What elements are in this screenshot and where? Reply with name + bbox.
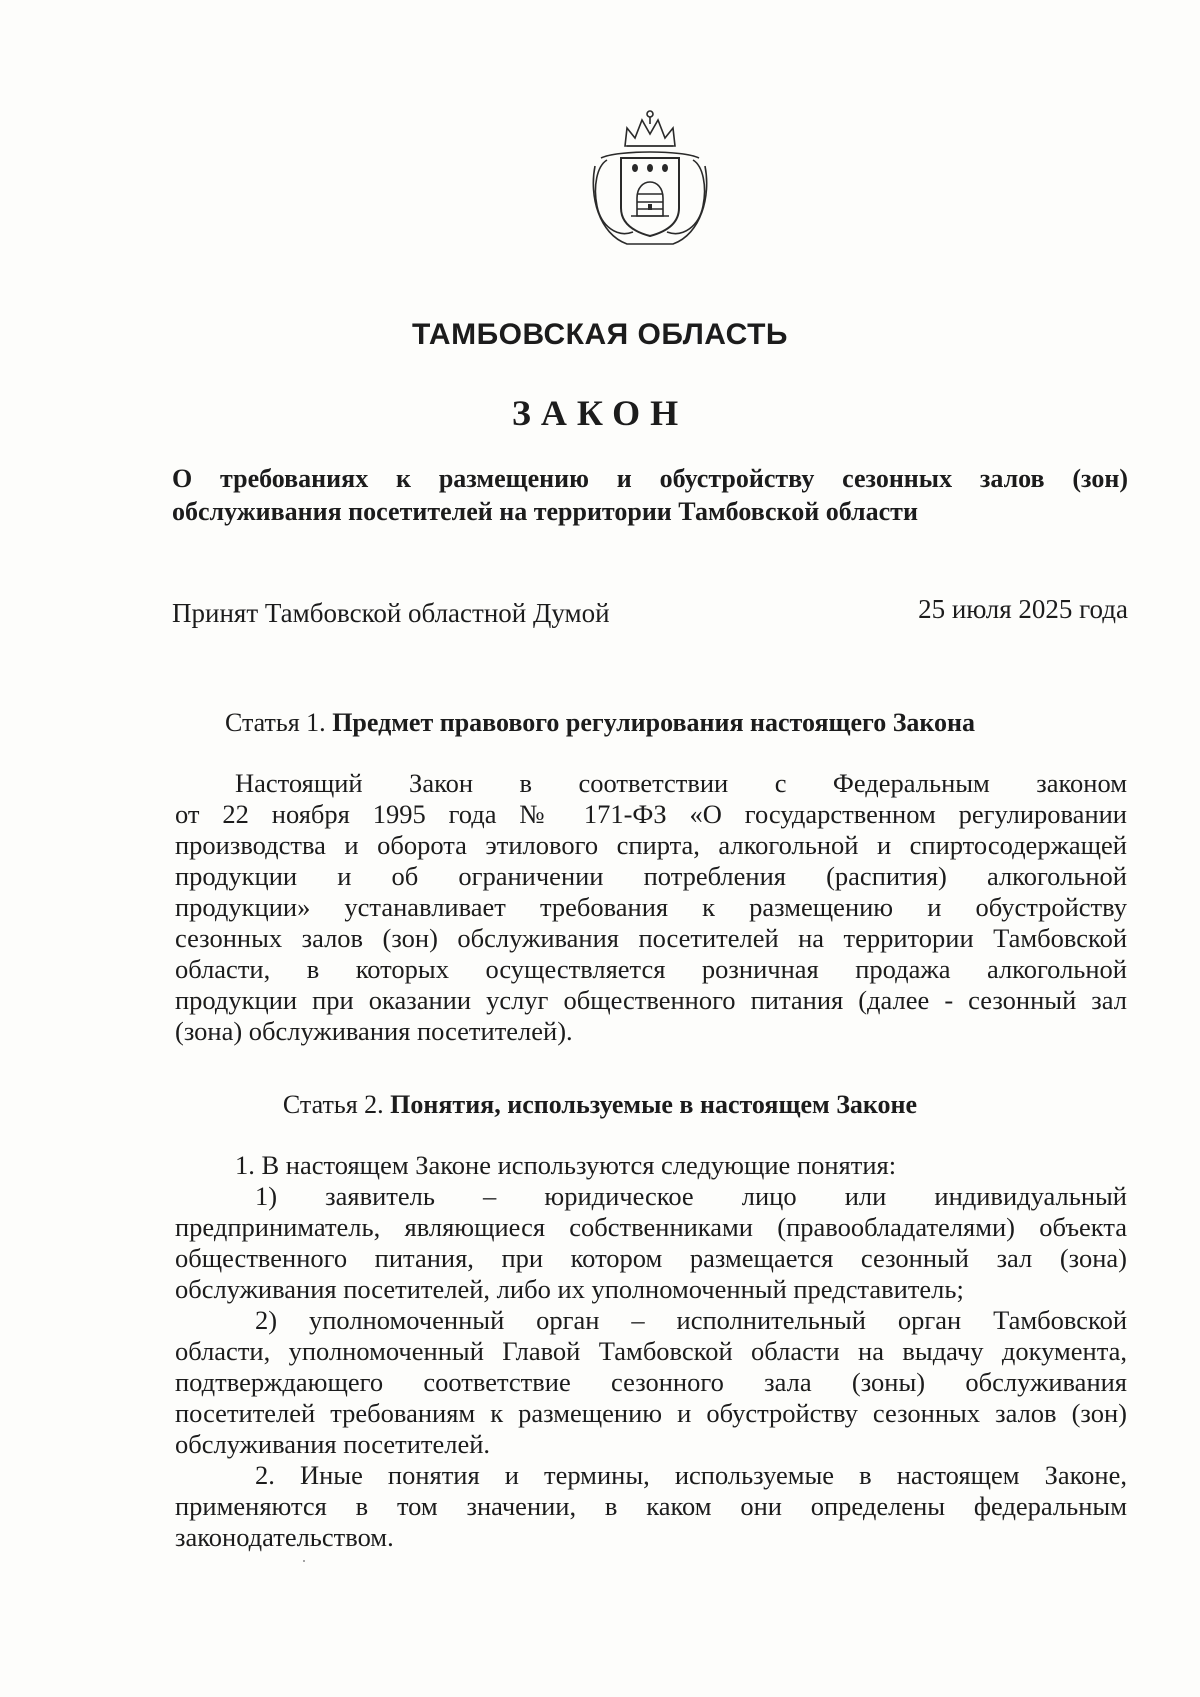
text-line: 2) уполномоченный орган – исполнительный орган Тамбовской [255, 1305, 1127, 1335]
article-1-text [175, 768, 1127, 1047]
tambov-coat-of-arms-icon [587, 106, 713, 250]
law-title-line: О требованиях к размещению и обустройству сезонных залов (зон) [172, 464, 1128, 493]
text-line: от 22 ноября 1995 года № 171-ФЗ «О государственном регулировании [175, 799, 1127, 829]
text-line: сезонных залов (зон) обслуживания посетителей на территории Тамбовской [175, 923, 1127, 953]
article-2-prefix: Статья 2. [282, 1090, 391, 1119]
article-1-prefix: Статья 1. [224, 708, 333, 737]
article-2-title: Понятия, используемые в настоящем Законе [390, 1090, 918, 1119]
article-2-heading [0, 1090, 1200, 1120]
law-title-line: обслуживания посетителей на территории Тамбовской области [172, 497, 918, 526]
region-name: ТАМБОВСКАЯ ОБЛАСТЬ [412, 318, 788, 351]
text-line: подтверждающего соответствие сезонного зала (зоны) обслуживания [175, 1367, 1127, 1397]
adoption-date: 25 июля 2025 года [918, 594, 1128, 624]
text-line: области, в которых осуществляется розничная продажа алкогольной [175, 954, 1127, 984]
text-line: 2. Иные понятия и термины, используемые в настоящем Законе, [255, 1460, 1127, 1490]
text-line: применяются в том значении, в каком они определены федеральным [175, 1491, 1127, 1521]
text-line: продукции при оказании услуг общественного питания (далее - сезонный зал [175, 985, 1127, 1015]
article-1-heading [0, 708, 1200, 738]
text-line: 1) заявитель – юридическое лицо или индивидуальный [255, 1181, 1127, 1211]
text-line: посетителей требованиям к размещению и обустройству сезонных залов (зон) [175, 1398, 1127, 1428]
text-line: обслуживания посетителей. [175, 1429, 491, 1459]
text-line: продукции» устанавливает требования к размещению и обустройству [175, 892, 1127, 922]
scan-speck [303, 1560, 305, 1562]
text-line: продукции и об ограничении потребления (распития) алкогольной [175, 861, 1127, 891]
text-line: предприниматель, являющиеся собственниками (правообладателями) объекта [175, 1212, 1127, 1242]
text-line: 1. В настоящем Законе используются следующие понятия: [235, 1150, 897, 1180]
law-title [172, 462, 1128, 528]
text-line: обслуживания посетителей, либо их уполномоченный представитель; [175, 1274, 964, 1304]
article-1-title: Предмет правового регулирования настоящего Закона [332, 708, 976, 737]
text-line: (зона) обслуживания посетителей). [175, 1016, 573, 1046]
adopted-by: Принят Тамбовской областной Думой [172, 598, 610, 628]
text-line: Настоящий Закон в соответствии с Федеральным законом [235, 768, 1127, 798]
text-line: общественного питания, при котором размещается сезонный зал (зона) [175, 1243, 1127, 1273]
text-line: производства и оборота этилового спирта, алкогольной и спиртосодержащей [175, 830, 1127, 860]
text-line: области, уполномоченный Главой Тамбовской области на выдачу документа, [175, 1336, 1127, 1366]
text-line: законодательством. [175, 1522, 394, 1552]
article-2-text [175, 1150, 1127, 1553]
document-type: ЗАКОН [511, 393, 689, 433]
